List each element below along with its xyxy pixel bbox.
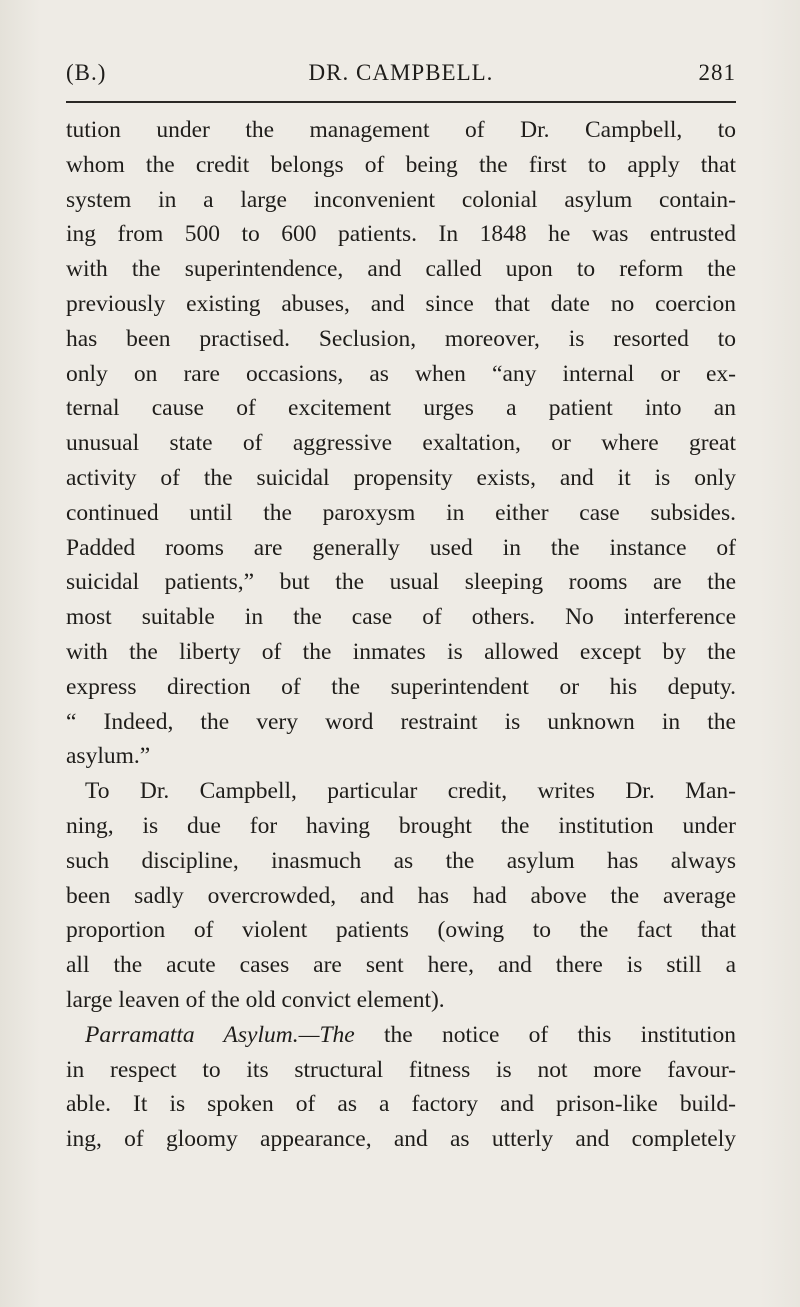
running-title: DR. CAMPBELL. bbox=[308, 60, 494, 85]
text-line: large leaven of the old convict element). bbox=[66, 986, 445, 1013]
text-line: suicidal patients,” but the usual sleeping rooms are the bbox=[66, 569, 736, 596]
text-line: has been practised. Seclusion, moreover, is resorted to bbox=[66, 325, 736, 352]
section-marker: (B.) bbox=[66, 60, 107, 85]
running-header bbox=[66, 60, 736, 94]
text-line: only on rare occasions, as when “any internal or ex- bbox=[66, 360, 736, 387]
text-line: been sadly overcrowded, and has had above the average bbox=[66, 882, 736, 909]
text-line: with the superintendence, and called upon to reform the bbox=[66, 256, 736, 283]
text-line: ternal cause of excitement urges a patient into an bbox=[66, 395, 736, 422]
text-line: whom the credit belongs of being the first to apply that bbox=[66, 151, 736, 178]
text-line: asylum.” bbox=[66, 743, 151, 770]
text-line: in respect to its structural fitness is not more favour- bbox=[66, 1056, 736, 1083]
text-line: such discipline, inasmuch as the asylum has always bbox=[66, 847, 736, 874]
text-line: activity of the suicidal propensity exists, and it is only bbox=[66, 464, 736, 491]
text-line: system in a large inconvenient colonial asylum contain- bbox=[66, 186, 736, 213]
text-line: previously existing abuses, and since that date no coercion bbox=[66, 290, 736, 317]
text-line: ing from 500 to 600 patients. In 1848 he was entrusted bbox=[66, 221, 736, 248]
text-line: express direction of the superintendent or his deputy. bbox=[66, 673, 736, 700]
text-line: ing, of gloomy appearance, and as utterly and completely bbox=[66, 1126, 736, 1153]
text-line: able. It is spoken of as a factory and prison-like build- bbox=[66, 1091, 736, 1118]
body-text bbox=[66, 113, 736, 1157]
text-line: unusual state of aggressive exaltation, or where great bbox=[66, 430, 736, 457]
text-fragment: the notice of this institution bbox=[383, 1021, 737, 1048]
header-rule bbox=[66, 101, 736, 103]
italic-heading: Parramatta Asylum.—The bbox=[85, 1021, 355, 1048]
text-line: ning, is due for having brought the institution under bbox=[66, 812, 736, 839]
text-line: all the acute cases are sent here, and there is still a bbox=[66, 952, 736, 979]
page-number: 281 bbox=[698, 60, 736, 85]
text-line: Padded rooms are generally used in the instance of bbox=[66, 534, 736, 561]
text-line: most suitable in the case of others. No interference bbox=[66, 604, 736, 631]
text-line: “ Indeed, the very word restraint is unknown in the bbox=[66, 708, 736, 735]
text-line: proportion of violent patients (owing to the fact that bbox=[66, 917, 736, 944]
text-line: tution under the management of Dr. Campbell, to bbox=[66, 117, 736, 143]
text-line-with-heading bbox=[66, 1018, 736, 1053]
text-line: continued until the paroxysm in either case subsides. bbox=[66, 499, 736, 526]
text-line: with the liberty of the inmates is allowed except by the bbox=[66, 638, 736, 665]
text-line: To Dr. Campbell, particular credit, writes Dr. Man- bbox=[85, 778, 736, 805]
